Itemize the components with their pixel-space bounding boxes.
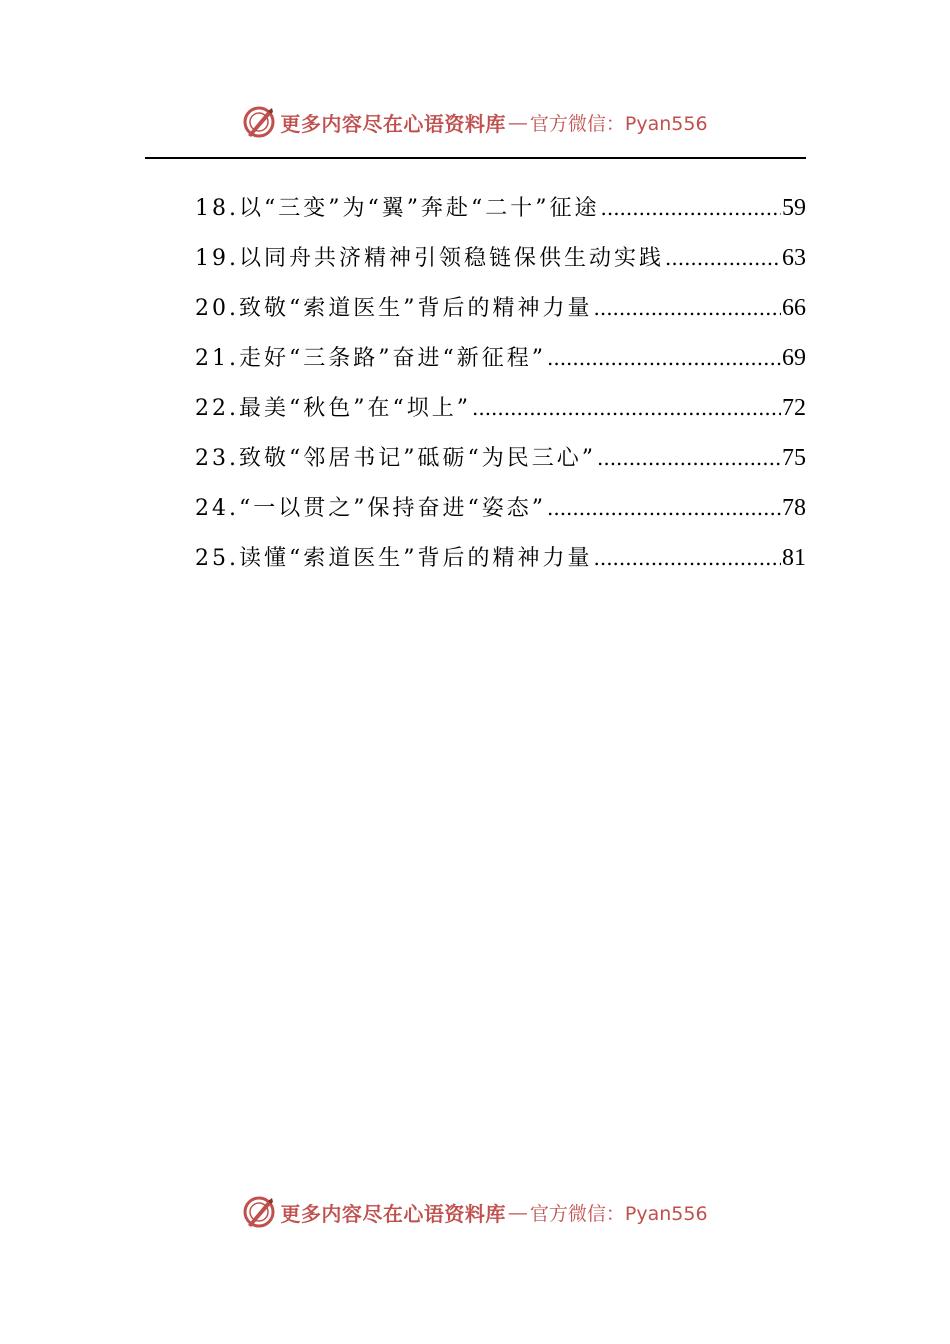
- toc-leader: [547, 336, 781, 381]
- toc-page-number: 78: [782, 495, 806, 521]
- header-dash: —: [507, 110, 528, 134]
- toc-entry[interactable]: [195, 236, 806, 286]
- toc-page-number: 63: [782, 245, 806, 271]
- toc-title: 21.走好“三条路”奋进“新征程”: [195, 346, 546, 371]
- footer-text: 更多内容尽在心语资料库: [280, 1201, 506, 1226]
- toc-page-number: 66: [782, 295, 806, 321]
- toc-page-number: 69: [782, 345, 806, 371]
- pen-logo-icon: [242, 1195, 276, 1229]
- header-wechat: 官方微信：Pyan556: [529, 112, 708, 135]
- toc-leader: [593, 286, 781, 331]
- footer-wechat: 官方微信：Pyan556: [529, 1202, 708, 1225]
- toc-entry[interactable]: [195, 436, 806, 486]
- toc-title: 19.以同舟共济精神引领稳链保供生动实践: [195, 246, 664, 271]
- toc-page-number: 72: [782, 395, 806, 421]
- toc-entry[interactable]: [195, 336, 806, 386]
- header-banner: [0, 102, 950, 142]
- toc-leader: [665, 236, 781, 281]
- toc-title: 25.读懂“索道医生”背后的精神力量: [195, 546, 593, 571]
- toc-title: 24.“一以贯之”保持奋进“姿态”: [195, 496, 546, 521]
- toc-entry[interactable]: [195, 486, 806, 536]
- toc-page-number: 81: [782, 545, 806, 571]
- toc-page-number: 59: [782, 195, 806, 221]
- toc-leader: [597, 436, 781, 481]
- table-of-contents: [195, 186, 806, 586]
- toc-title: 22.最美“秋色”在“坝上”: [195, 396, 471, 421]
- toc-title: 23.致敬“邻居书记”砥砺“为民三心”: [195, 446, 596, 471]
- header-rule: [145, 157, 806, 159]
- toc-title: 20.致敬“索道医生”背后的精神力量: [195, 296, 593, 321]
- toc-entry[interactable]: [195, 386, 806, 436]
- toc-entry[interactable]: [195, 536, 806, 586]
- footer-banner: [0, 1192, 950, 1232]
- toc-entry[interactable]: [195, 186, 806, 236]
- toc-leader: [593, 536, 781, 581]
- toc-page-number: 75: [782, 445, 806, 471]
- toc-title: 18.以“三变”为“翼”奔赴“二十”征途: [195, 196, 600, 221]
- toc-leader: [472, 386, 781, 431]
- header-text: 更多内容尽在心语资料库: [280, 111, 506, 136]
- toc-entry[interactable]: [195, 286, 806, 336]
- footer-dash: —: [507, 1200, 528, 1224]
- pen-logo-icon: [242, 105, 276, 139]
- toc-leader: [547, 486, 781, 531]
- toc-leader: [600, 186, 781, 231]
